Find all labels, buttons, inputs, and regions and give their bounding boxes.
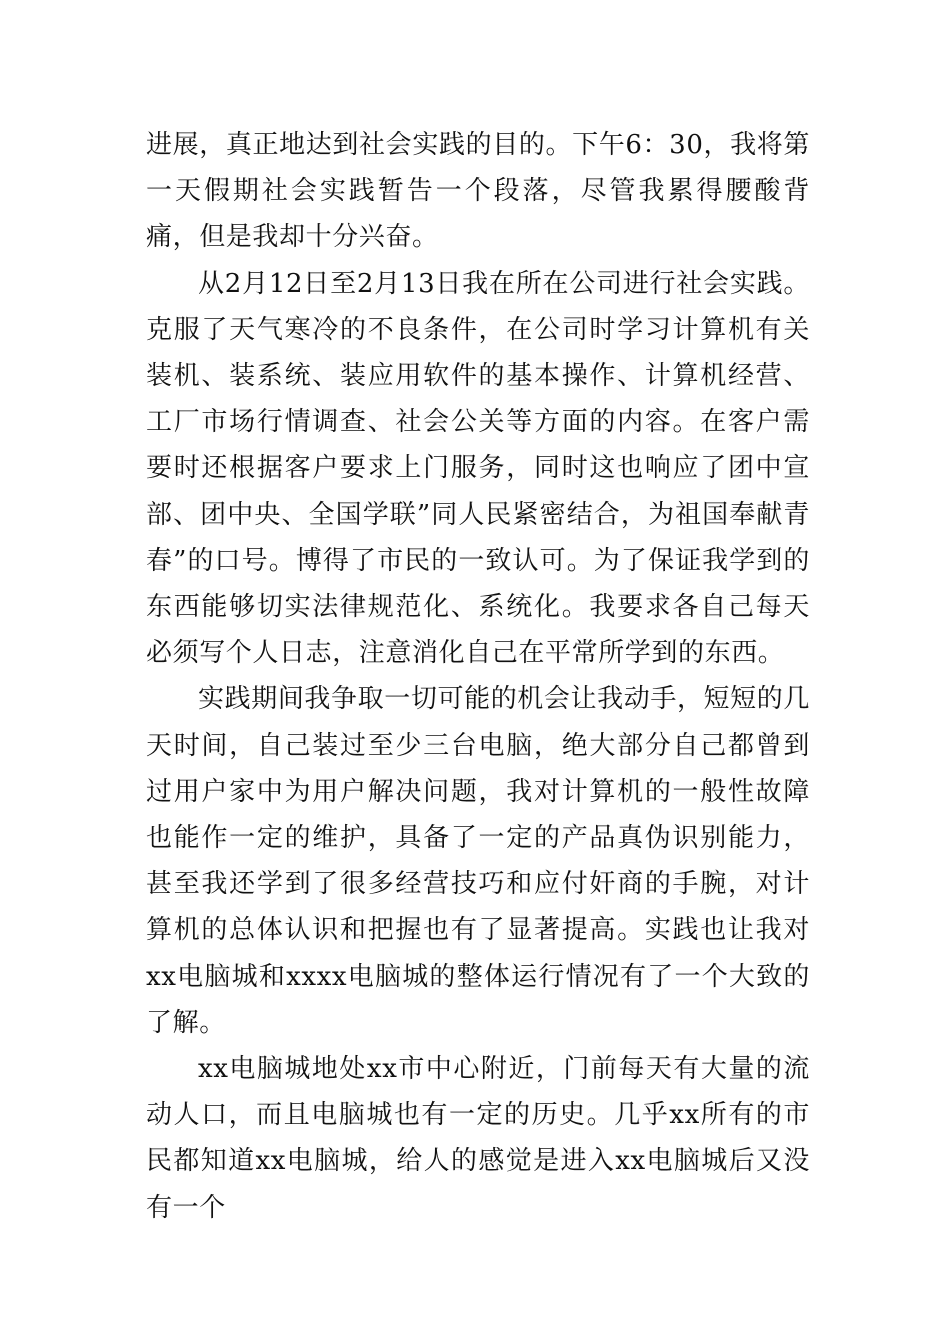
paragraph-2: 从2月12日至2月13日我在所在公司进行社会实践。克服了天气寒冷的不良条件，在公司时学习计算机有关装机、装系统、装应用软件的基本操作、计算机经营、工厂市场行情调查、社会公关等方面的内容。在客户需要时还根据客户要求上门服务，同时这也响应了团中宣部、团中央、全国学联”同人民紧密结合，为祖国奉献青春”的口号。博得了市民的一致认可。为了保证我学到的东西能够切实法律规范化、系统化。我要求各自己每天必须写个人日志，注意消化自己在平常所学到的东西。 — [146, 268, 810, 669]
paragraph-4: xx电脑城地处xx市中心附近，门前每天有大量的流动人口，而且电脑城也有一定的历史。几乎xx所有的市民都知道xx电脑城，给人的感觉是进入xx电脑城后又没有一个 — [146, 1054, 810, 1223]
paragraph-1: 进展，真正地达到社会实践的目的。下午6：30，我将第一天假期社会实践暂告一个段落，尽管我累得腰酸背痛，但是我却十分兴奋。 — [146, 130, 810, 253]
document-body — [146, 122, 810, 1231]
paragraph-3: 实践期间我争取一切可能的机会让我动手，短短的几天时间，自己装过至少三台电脑，绝大部分自己都曾到过用户家中为用户解决问题，我对计算机的一般性故障也能作一定的维护，具备了一定的产品真伪识别能力，甚至我还学到了很多经营技巧和应付奸商的手腕，对计算机的总体认识和把握也有了显著提高。实践也让我对xx电脑城和xxxx电脑城的整体运行情况有了一个大致的了解。 — [146, 684, 810, 1038]
